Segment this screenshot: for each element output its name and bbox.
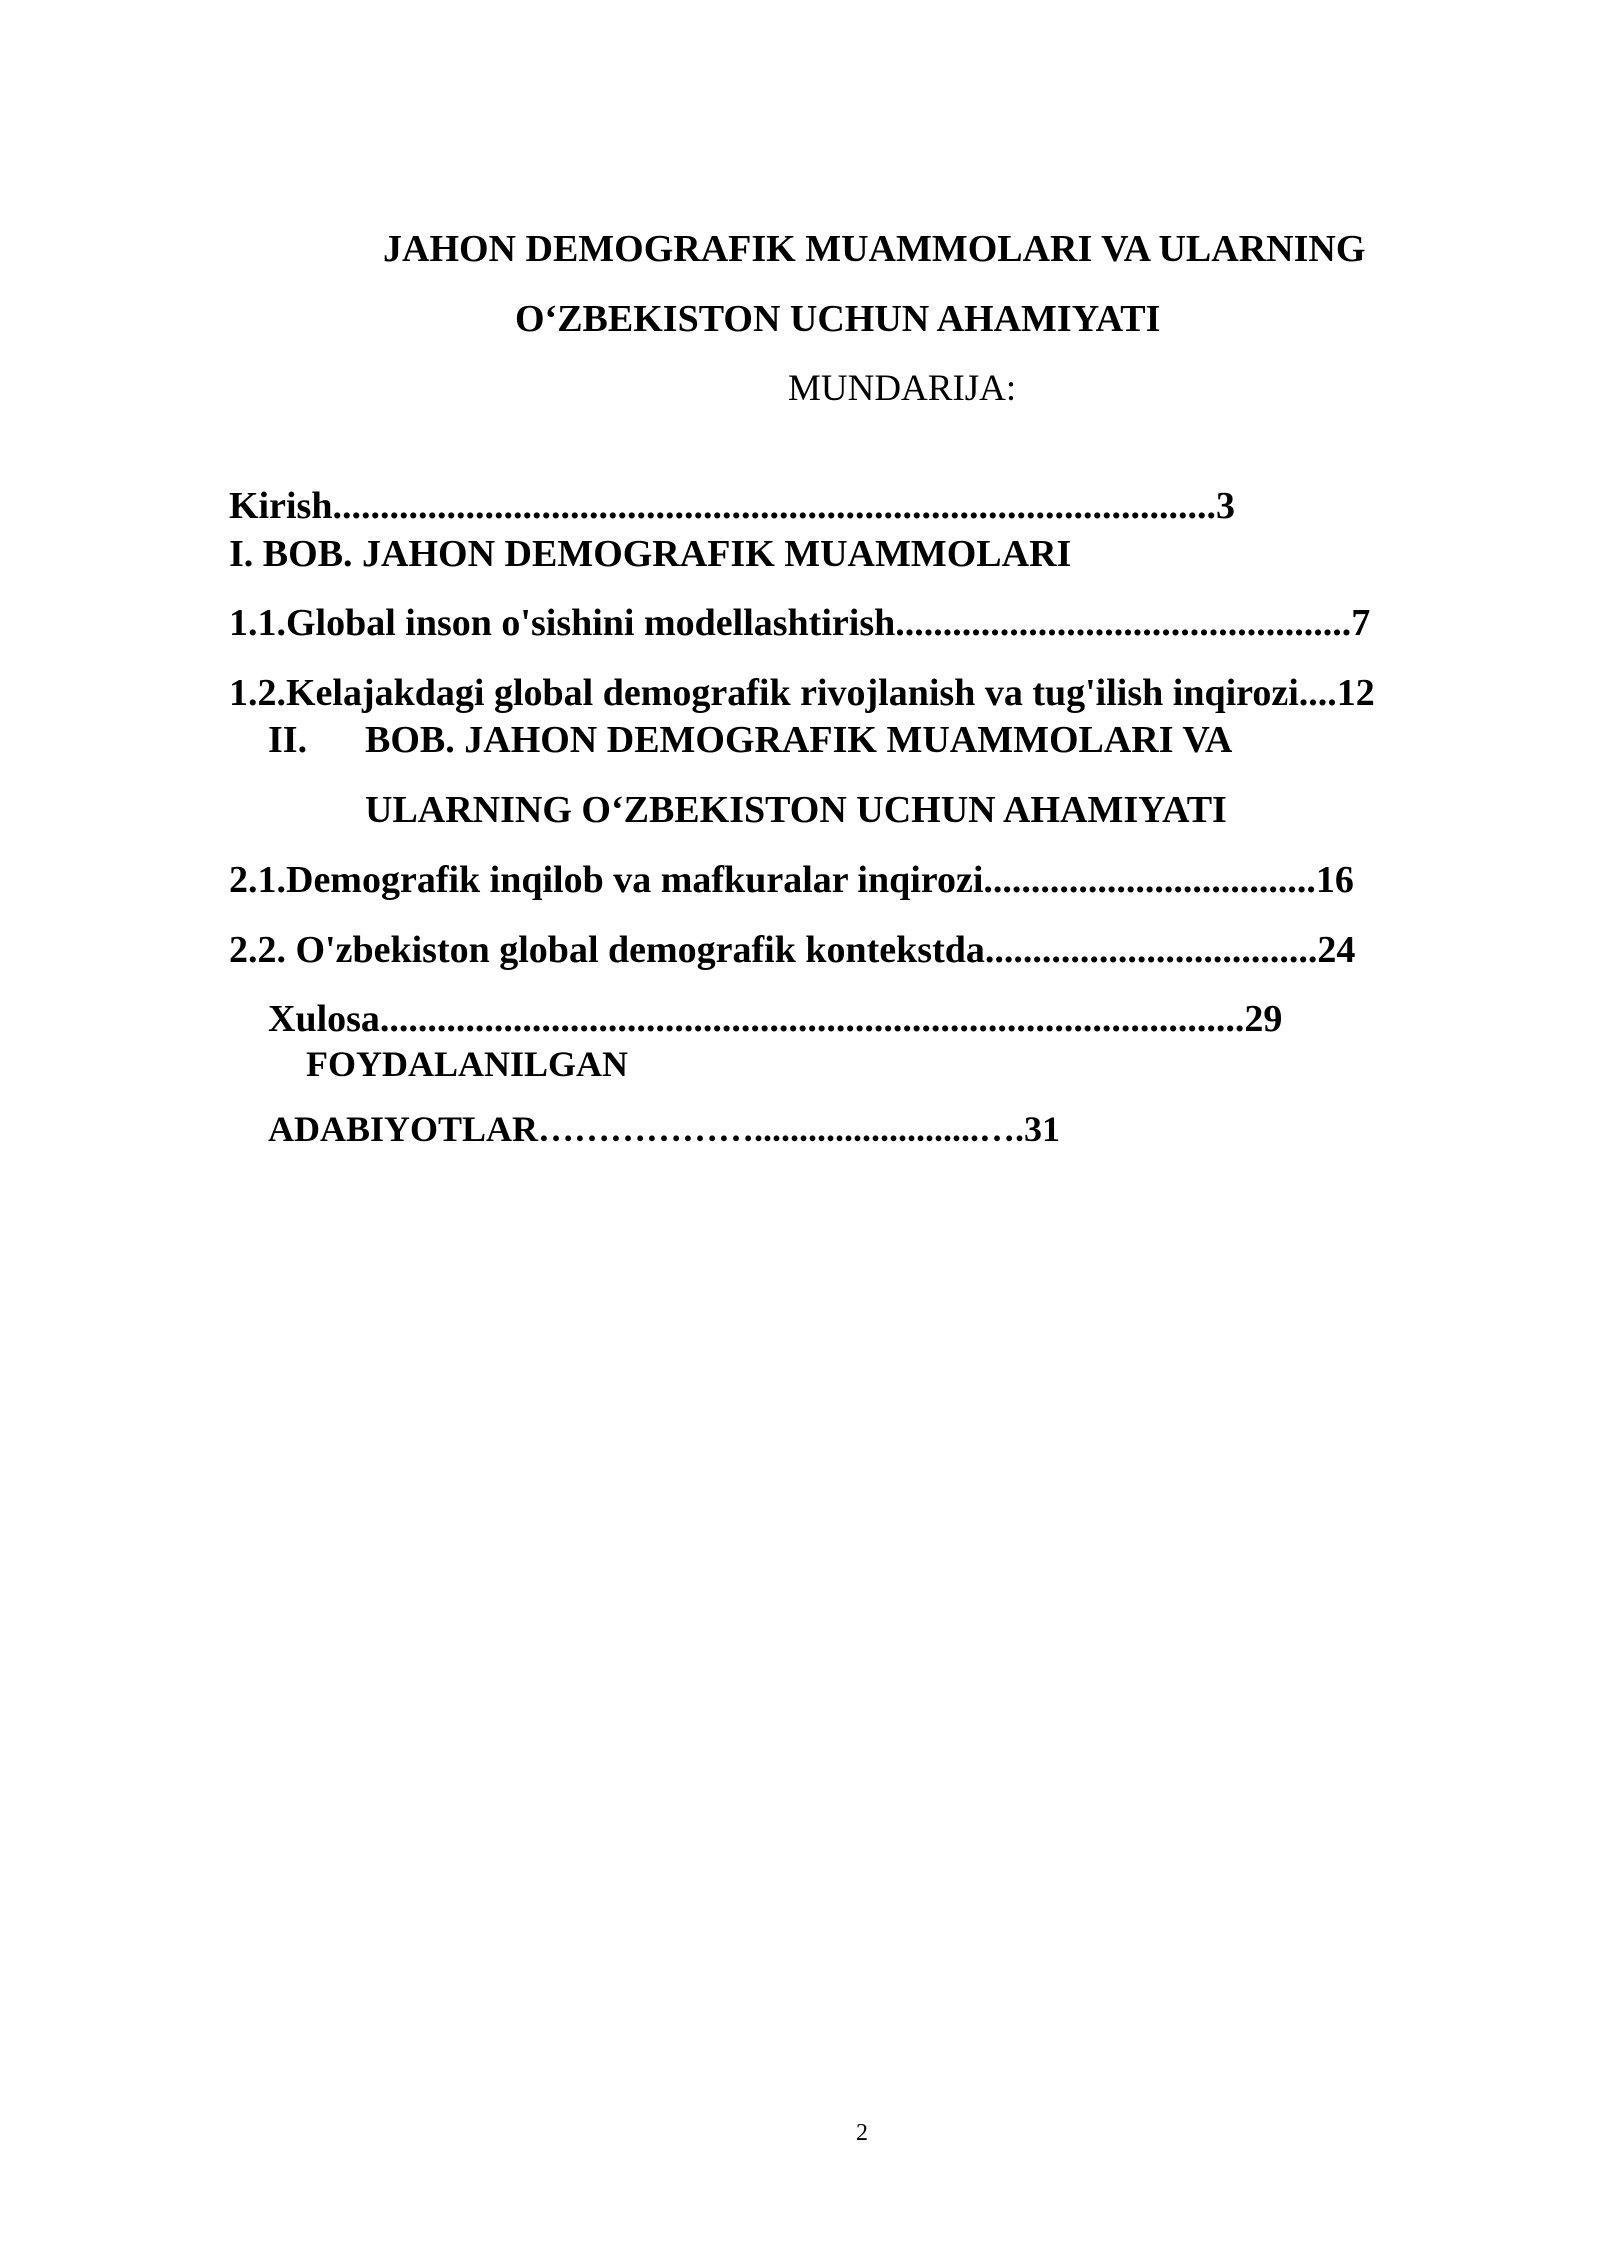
toc-chapter-2-line-2: ULARNING O‘ZBEKISTON UCHUN AHAMIYATI <box>365 789 1227 831</box>
toc-references-line-2: ADABIYOTLAR……………….........................….31 <box>268 1109 1061 1149</box>
toc-entry-xulosa: Xulosa...........................................................................................29 <box>268 998 1283 1040</box>
page-number: 2 <box>856 2120 868 2146</box>
toc-chapter-2-number: II. <box>268 719 308 761</box>
toc-entry-1-1: 1.1.Global inson o'sishini modellashtirish................................................7 <box>229 602 1371 644</box>
title-line-2: O‘ZBEKISTON UCHUN AHAMIYATI <box>515 298 1161 340</box>
contents-heading: MUNDARIJA: <box>788 368 1017 409</box>
toc-entry-1-2: 1.2.Kelajakdagi global demografik rivojlanish va tug'ilish inqirozi....12 <box>229 672 1375 714</box>
title-line-1: JAHON DEMOGRAFIK MUAMMOLARI VA ULARNING <box>383 228 1366 270</box>
toc-entry-2-1: 2.1.Demografik inqilob va mafkuralar inqirozi...................................16 <box>229 859 1354 901</box>
toc-entry-2-2: 2.2. O'zbekiston global demografik kontekstda...................................24 <box>229 929 1356 971</box>
toc-entry-kirish: Kirish.............................................................................................3 <box>229 485 1235 527</box>
toc-chapter-2-line-1: BOB. JAHON DEMOGRAFIK MUAMMOLARI VA <box>365 719 1233 761</box>
toc-chapter-1: I. BOB. JAHON DEMOGRAFIK MUAMMOLARI <box>229 533 1072 575</box>
toc-references-line-1: FOYDALANILGAN <box>306 1044 629 1084</box>
